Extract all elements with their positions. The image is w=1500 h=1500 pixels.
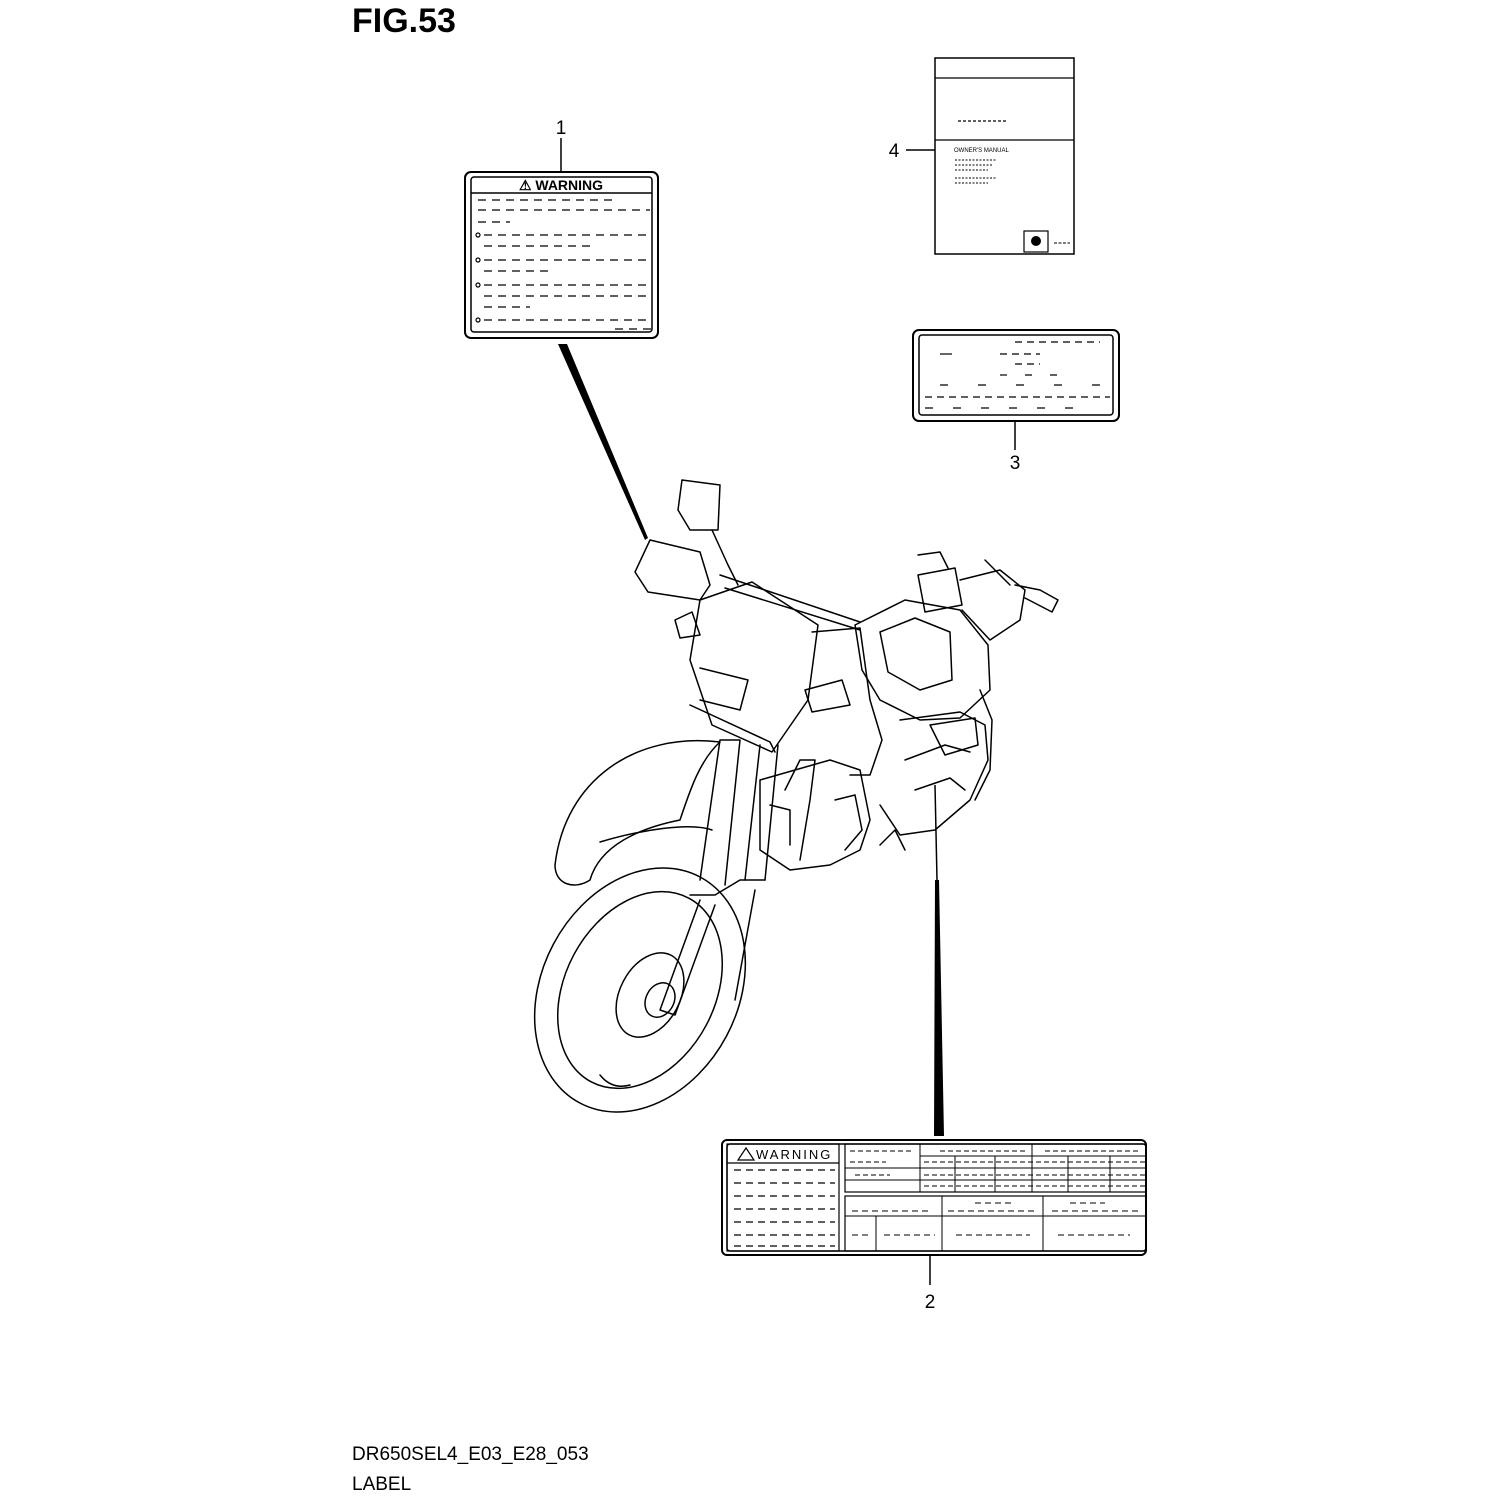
callout-number-4: 4 — [888, 141, 900, 162]
warning-label-2-heading: WARNING — [756, 1147, 833, 1162]
figure-title: FIG.53 — [352, 2, 456, 40]
warning-label-1-heading: ⚠ WARNING — [518, 177, 604, 193]
warning-label-1 — [465, 172, 658, 338]
callout-1 — [556, 118, 567, 172]
callout-3 — [1010, 421, 1021, 474]
callout-4 — [889, 141, 935, 162]
motorcycle-illustration — [493, 480, 1058, 1149]
diagram-code: DR650SEL4_E03_E28_053 — [352, 1444, 589, 1465]
owners-manual-title: OWNER'S MANUAL — [954, 148, 1009, 154]
callout-2 — [925, 1255, 936, 1313]
leader-label-1 — [558, 344, 648, 540]
warning-label-2 — [722, 1140, 1146, 1255]
label-3 — [913, 330, 1119, 421]
diagram-caption: LABEL — [352, 1474, 412, 1495]
callout-number-1: 1 — [555, 118, 567, 139]
callout-number-2: 2 — [924, 1292, 936, 1313]
owners-manual-4 — [935, 58, 1074, 254]
callout-number-3: 3 — [1009, 453, 1021, 474]
leader-label-2-thin — [935, 785, 937, 880]
leader-label-2 — [934, 880, 944, 1136]
